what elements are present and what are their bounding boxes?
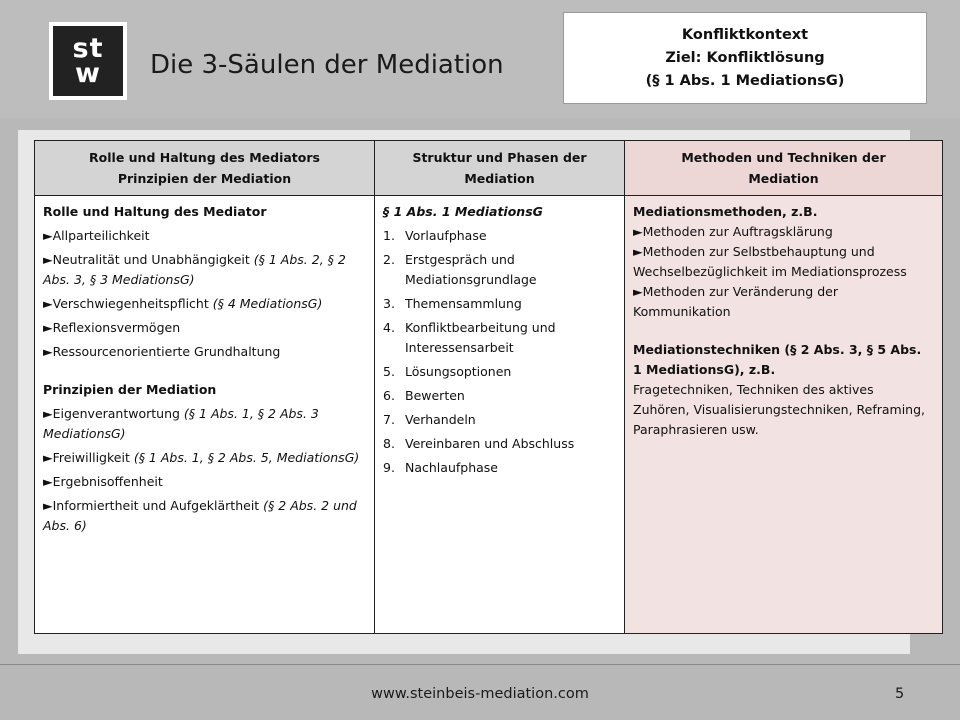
role-items-list xyxy=(43,226,366,362)
phase-number: 6. xyxy=(383,388,395,403)
context-line2: Ziel: Konfliktlösung xyxy=(665,49,825,66)
phase-number: 5. xyxy=(383,364,395,379)
phase-text: Vorlaufphase xyxy=(405,228,487,243)
bullet-arrow-icon: ► xyxy=(633,284,643,299)
phase-item xyxy=(383,250,616,290)
context-line3: (§ 1 Abs. 1 MediationsG) xyxy=(645,72,845,89)
context-line1: Konfliktkontext xyxy=(681,26,809,43)
item-legal-ref: (§ 1 Abs. 2, § 2 Abs. 3, § 3 MediationsG) xyxy=(43,252,346,287)
phase-text: Bewerten xyxy=(405,388,465,403)
methods-title: Mediationsmethoden, z.B. xyxy=(633,204,818,219)
item-text: Informiertheit und Aufgeklärtheit xyxy=(52,498,264,513)
phase-number: 8. xyxy=(383,436,395,451)
phase-number: 9. xyxy=(383,460,395,475)
phase-number: 7. xyxy=(383,412,395,427)
method-text: Methoden zur Veränderung der Kommunikation xyxy=(633,284,838,319)
footer-divider xyxy=(0,664,960,665)
list-item xyxy=(43,404,366,444)
list-item xyxy=(43,448,366,468)
section-title-principles: Prinzipien der Mediation xyxy=(43,382,217,397)
phase-text: Nachlaufphase xyxy=(405,460,498,475)
phase-item xyxy=(383,294,616,314)
method-item xyxy=(633,222,934,242)
bullet-arrow-icon: ► xyxy=(43,228,53,243)
phase-text: Lösungsoptionen xyxy=(405,364,512,379)
table-body-row xyxy=(35,196,943,634)
list-item xyxy=(43,472,366,492)
item-legal-ref: (§ 1 Abs. 1, § 2 Abs. 3 MediationsG) xyxy=(43,406,319,441)
phase-item xyxy=(383,458,616,478)
header-structure-phases xyxy=(375,141,625,196)
bullet-arrow-icon: ► xyxy=(43,474,53,489)
header-line: Rolle und Haltung des Mediators xyxy=(89,150,320,165)
phase-number: 4. xyxy=(383,320,395,335)
footer-url: www.steinbeis-mediation.com xyxy=(371,686,589,702)
phase-item xyxy=(383,362,616,382)
list-item xyxy=(43,342,366,362)
table-header-row xyxy=(35,141,943,196)
list-item xyxy=(43,318,366,338)
item-legal-ref: (§ 4 MediationsG) xyxy=(212,296,323,311)
item-text: Reflexionsvermögen xyxy=(52,320,181,335)
slide-title: Die 3-Säulen der Mediation xyxy=(150,50,504,80)
item-text: Freiwilligkeit xyxy=(52,450,134,465)
item-text: Eigenverantwortung xyxy=(52,406,184,421)
list-item xyxy=(43,496,366,536)
bullet-arrow-icon: ► xyxy=(633,244,643,259)
phase-number: 1. xyxy=(383,228,395,243)
bullet-arrow-icon: ► xyxy=(43,344,53,359)
phase-item xyxy=(383,226,616,246)
section-title-role: Rolle und Haltung des Mediator xyxy=(43,204,267,219)
bullet-arrow-icon: ► xyxy=(43,320,53,335)
list-item xyxy=(43,250,366,290)
phase-item xyxy=(383,434,616,454)
logo-line1: st xyxy=(72,33,104,64)
header-line: Mediation xyxy=(464,171,535,186)
page-number: 5 xyxy=(895,686,905,702)
three-pillars-table xyxy=(34,140,943,634)
phase-text: Erstgespräch und Mediationsgrundlage xyxy=(405,252,537,287)
cell-methods-techniques xyxy=(625,196,943,634)
techniques-title: Mediationstechniken (§ 2 Abs. 3, § 5 Abs. 1 MediationsG), z.B. xyxy=(633,342,922,377)
phase-item xyxy=(383,410,616,430)
techniques-text: Fragetechniken, Techniken des aktives Zuhören, Visualisierungstechniken, Reframing, Paraphrasieren usw. xyxy=(633,382,926,437)
phases-list xyxy=(383,226,616,478)
header-methods-techniques xyxy=(625,141,943,196)
context-box xyxy=(563,12,927,104)
bullet-arrow-icon: ► xyxy=(43,498,53,513)
bullet-arrow-icon: ► xyxy=(43,252,53,267)
phase-text: Themensammlung xyxy=(405,296,522,311)
cell-role-principles xyxy=(35,196,375,634)
cell-structure-phases xyxy=(375,196,625,634)
header-role-principles xyxy=(35,141,375,196)
item-legal-ref: (§ 1 Abs. 1, § 2 Abs. 5, MediationsG) xyxy=(133,450,360,465)
item-text: Neutralität und Unabhängigkeit xyxy=(52,252,254,267)
bullet-arrow-icon: ► xyxy=(43,296,53,311)
item-legal-ref: (§ 2 Abs. 2 und Abs. 6) xyxy=(43,498,357,533)
item-text: Ergebnisoffenheit xyxy=(52,474,163,489)
header-line: Prinzipien der Mediation xyxy=(117,171,292,186)
method-text: Methoden zur Auftragsklärung xyxy=(642,224,833,239)
bullet-arrow-icon: ► xyxy=(43,450,53,465)
methods-list xyxy=(633,222,934,322)
phase-number: 3. xyxy=(383,296,395,311)
bullet-arrow-icon: ► xyxy=(43,406,53,421)
item-text: Ressourcenorientierte Grundhaltung xyxy=(52,344,281,359)
phases-heading: § 1 Abs. 1 MediationsG xyxy=(383,204,543,219)
phase-text: Vereinbaren und Abschluss xyxy=(405,436,575,451)
method-item xyxy=(633,242,934,282)
header-line: Mediation xyxy=(748,171,819,186)
phase-item xyxy=(383,318,616,358)
method-item xyxy=(633,282,934,322)
header-line: Struktur und Phasen der xyxy=(412,150,587,165)
method-text: Methoden zur Selbstbehauptung und Wechselbezüglichkeit im Mediationsprozess xyxy=(633,244,907,279)
logo-line2: w xyxy=(75,58,101,89)
list-item xyxy=(43,226,366,246)
item-text: Allparteilichkeit xyxy=(52,228,150,243)
principles-items-list xyxy=(43,404,366,536)
phase-text: Verhandeln xyxy=(405,412,476,427)
list-item xyxy=(43,294,366,314)
bullet-arrow-icon: ► xyxy=(633,224,643,239)
stw-logo xyxy=(49,22,127,100)
header-line: Methoden und Techniken der xyxy=(681,150,886,165)
phase-item xyxy=(383,386,616,406)
item-text: Verschwiegenheitspflicht xyxy=(52,296,213,311)
phase-number: 2. xyxy=(383,252,395,267)
phase-text: Konfliktbearbeitung und Interessensarbeit xyxy=(405,320,556,355)
